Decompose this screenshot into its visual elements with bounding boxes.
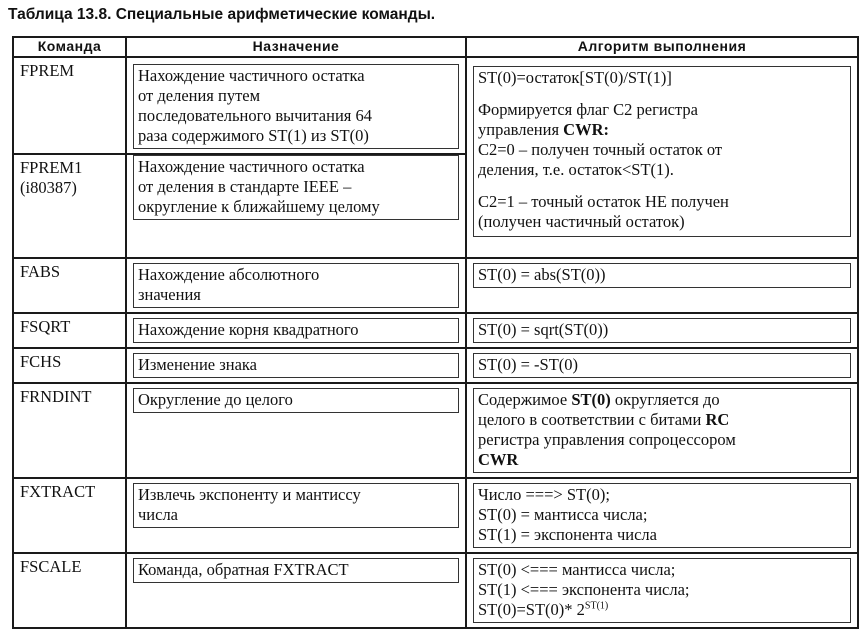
algorithm-box <box>473 318 851 343</box>
command-cell <box>13 313 126 348</box>
description-cell <box>126 478 466 553</box>
algorithm-box <box>473 483 851 548</box>
header-purpose: Назначение <box>126 37 466 57</box>
description-line: Изменение знака <box>138 355 257 374</box>
description-line: числа <box>138 505 179 524</box>
description-box <box>133 353 459 378</box>
algorithm-cell <box>466 383 858 478</box>
command-name: FSCALE <box>20 557 82 576</box>
algorithm-line <box>478 450 846 470</box>
algorithm-text: управления <box>478 120 564 139</box>
description-cell <box>126 313 466 348</box>
command-name: FCHS <box>20 352 62 371</box>
description-line: от деления в стандарте IEEE – <box>138 177 352 196</box>
command-name: FSQRT <box>20 317 71 336</box>
command-name: FPREM <box>20 61 75 80</box>
algorithm-line: Формируется флаг С2 регистра <box>478 100 698 119</box>
description-line: Нахождение частичного остатка <box>138 157 365 176</box>
algorithm-line: регистра управления сопроцессором <box>478 430 736 449</box>
description-box <box>133 318 459 343</box>
command-note: (i80387) <box>20 178 77 197</box>
description-box <box>133 558 459 583</box>
command-name: FXTRACT <box>20 482 96 501</box>
algorithm-box <box>473 558 851 623</box>
command-cell <box>13 258 126 313</box>
algorithm-line: С2=1 – точный остаток НЕ получен <box>478 192 729 211</box>
algorithm-line: ST(0) <=== мантисса числа; <box>478 560 676 579</box>
algorithm-line: (получен частичный остаток) <box>478 212 685 231</box>
description-line: Округление до целого <box>138 390 293 409</box>
description-cell <box>126 553 466 628</box>
algorithm-line: деления, т.е. остаток<ST(1). <box>478 160 674 179</box>
algorithm-cell <box>466 313 858 348</box>
description-line: Нахождение абсолютного <box>138 265 320 284</box>
command-name: FRNDINT <box>20 387 92 406</box>
description-box <box>133 155 459 220</box>
description-box <box>133 388 459 413</box>
algorithm-register: CWR <box>478 450 519 469</box>
table-row <box>13 348 858 383</box>
table-row <box>13 57 858 154</box>
algorithm-register: CWR: <box>563 120 609 139</box>
description-box <box>133 263 459 308</box>
algorithm-line: ST(0) = abs(ST(0)) <box>478 265 606 284</box>
algorithm-cell <box>466 553 858 628</box>
description-cell <box>126 258 466 313</box>
algorithm-box <box>473 353 851 378</box>
description-line: значения <box>138 285 201 304</box>
description-cell <box>126 383 466 478</box>
algorithm-line <box>478 120 846 140</box>
table-row <box>13 383 858 478</box>
table-row <box>13 313 858 348</box>
header-command: Команда <box>13 37 126 57</box>
description-cell <box>126 154 466 258</box>
description-box <box>133 64 459 149</box>
algorithm-formula <box>478 600 846 620</box>
algorithm-cell <box>466 258 858 313</box>
command-cell <box>13 348 126 383</box>
description-line: округление к ближайшему целому <box>138 197 380 216</box>
description-line: последовательного вычитания 64 <box>138 106 372 125</box>
formula-base: ST(0)=ST(0)* 2 <box>478 600 585 619</box>
formula-exponent: ST(1) <box>584 600 609 612</box>
algorithm-text: округляется до <box>610 390 720 409</box>
table-header-row <box>13 37 858 57</box>
command-cell <box>13 383 126 478</box>
command-cell <box>13 154 126 258</box>
algorithm-register: RC <box>705 410 730 429</box>
algorithm-register: ST(0) <box>571 390 611 409</box>
algorithm-box <box>473 263 851 288</box>
algorithm-cell-fprem <box>466 57 858 258</box>
algorithm-text: Содержимое <box>478 390 572 409</box>
command-name: FPREM1 <box>20 158 83 177</box>
description-line: от деления путем <box>138 86 261 105</box>
table-caption: Таблица 13.8. Специальные арифметические команды. <box>8 6 436 23</box>
command-cell <box>13 57 126 154</box>
algorithm-line: С2=0 – получен точный остаток от <box>478 140 723 159</box>
algorithm-text: целого в соответствии с битами <box>478 410 706 429</box>
description-line: Нахождение частичного остатка <box>138 66 365 85</box>
description-line: Команда, обратная FXTRACT <box>138 560 349 579</box>
command-name: FABS <box>20 262 61 281</box>
description-line: Извлечь экспоненту и мантиссу <box>138 485 361 504</box>
table-row <box>13 553 858 628</box>
description-line: Нахождение корня квадратного <box>138 320 359 339</box>
description-cell <box>126 57 466 154</box>
command-cell <box>13 553 126 628</box>
instructions-table <box>12 36 859 629</box>
table-row <box>13 258 858 313</box>
algorithm-line: Число ===> ST(0); <box>478 485 610 504</box>
algorithm-line: ST(0) = мантисса числа; <box>478 505 648 524</box>
description-box <box>133 483 459 528</box>
algorithm-line <box>478 390 846 410</box>
algorithm-line: ST(1) <=== экспонента числа; <box>478 580 690 599</box>
algorithm-line: ST(0) = sqrt(ST(0)) <box>478 320 609 339</box>
table-row <box>13 478 858 553</box>
header-algorithm: Алгоритм выполнения <box>466 37 858 57</box>
algorithm-line: ST(1) = экспонента числа <box>478 525 657 544</box>
description-line: раза содержимого ST(1) из ST(0) <box>138 126 369 145</box>
algorithm-box-fprem <box>473 66 851 237</box>
description-cell <box>126 348 466 383</box>
algorithm-line: ST(0)=остаток[ST(0)/ST(1)] <box>478 68 672 87</box>
algorithm-line: ST(0) = -ST(0) <box>478 355 579 374</box>
command-cell <box>13 478 126 553</box>
algorithm-line <box>478 410 846 430</box>
algorithm-cell <box>466 348 858 383</box>
algorithm-box <box>473 388 851 473</box>
algorithm-cell <box>466 478 858 553</box>
